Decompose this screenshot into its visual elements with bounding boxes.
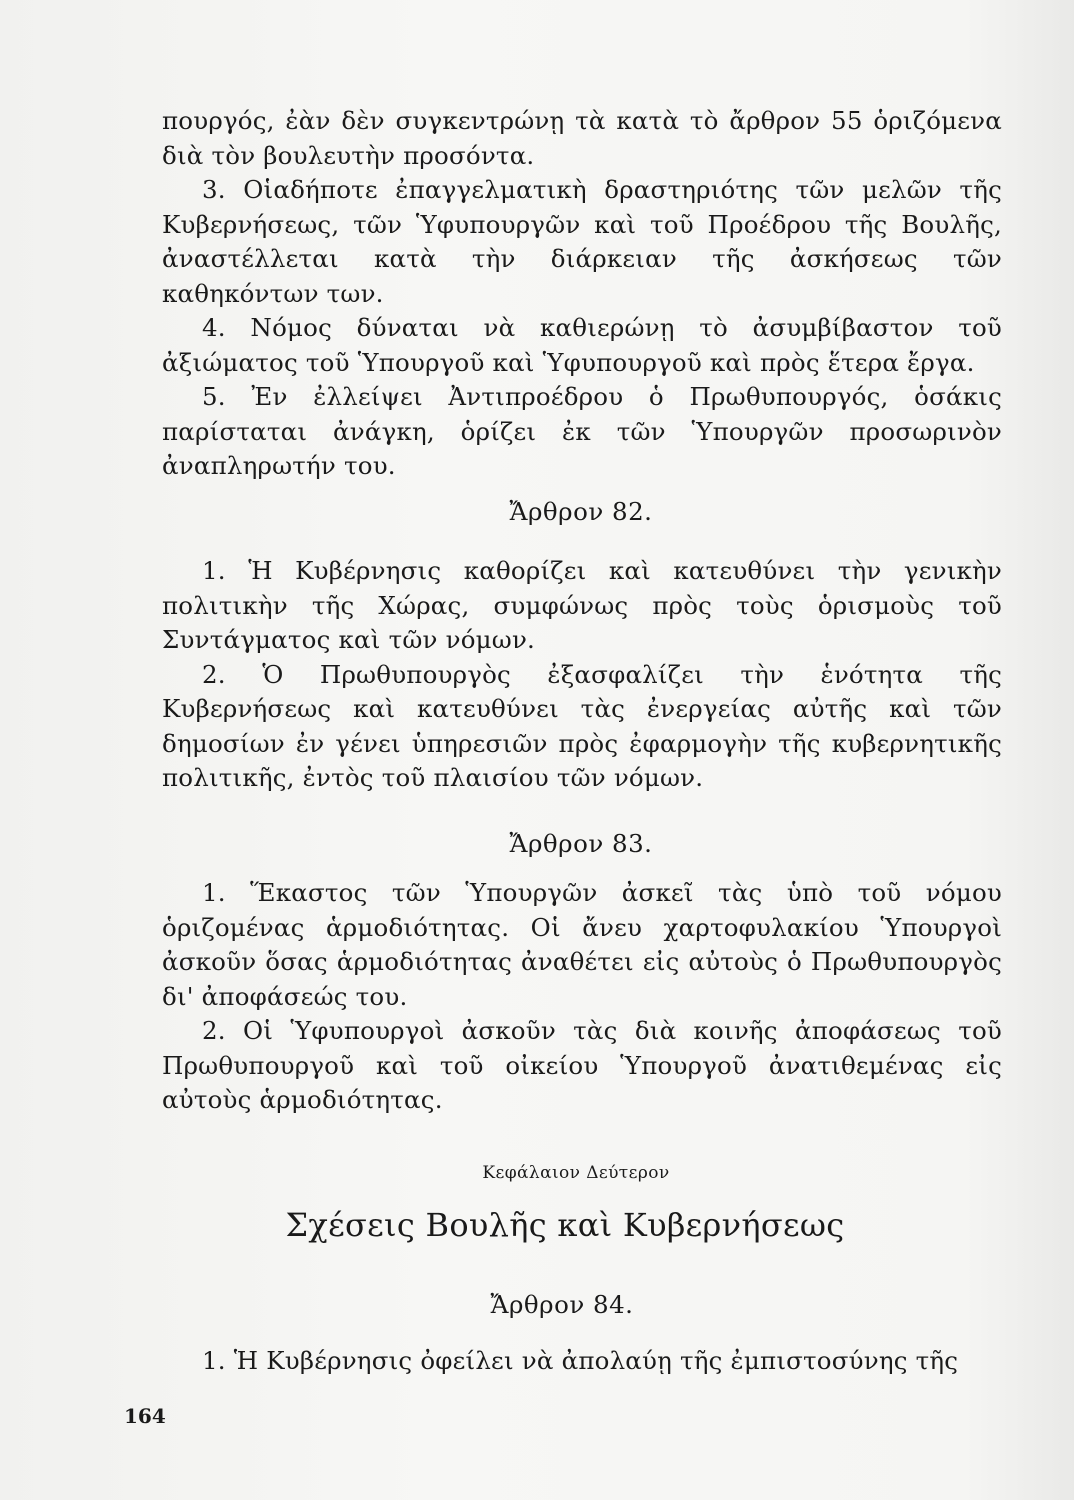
article-83-body [162, 876, 1002, 1118]
article-82-body [162, 554, 1002, 796]
article-82-paragraph-2: 2. Ὁ Πρωθυπουργὸς ἐξασφαλίζει τὴν ἑνότητα τῆς Κυβερνήσεως καὶ κατευθύνει τὰς ἐνεργείας αὐτῆς καὶ τῶν δημοσίων ἐν γένει ὑπηρεσιῶν πρὸς ἐφαρμογὴν τῆς κυβερνητικῆς πολιτικῆς, ἐντὸς τοῦ πλαισίου τῶν νόμων. [162, 659, 1002, 792]
paragraph-continuation: πουργός, ἐὰν δὲν συγκεντρώνῃ τὰ κατὰ τὸ ἄρθρον 55 ὁριζόμενα διὰ τὸν βουλευτὴν προσόντα. [162, 106, 1002, 170]
article-82-paragraph-1: 1. Ἡ Κυβέρνησις καθορίζει καὶ κατευθύνει τὴν γενικὴν πολιτικὴν τῆς Χώρας, συμφώνως πρὸς τοὺς ὁρισμοὺς τοῦ Συντάγματος καὶ τῶν νόμων. [162, 556, 1002, 654]
article-81-paragraph-4: 4. Νόμος δύναται νὰ καθιερώνῃ τὸ ἀσυμβίβαστον τοῦ ἀξιώματος τοῦ Ὑπουργοῦ καὶ Ὑφυπουργοῦ καὶ πρὸς ἕτερα ἔργα. [162, 313, 1002, 377]
article-83-paragraph-2: 2. Οἱ Ὑφυπουργοὶ ἀσκοῦν τὰς διὰ κοινῆς ἀποφάσεως τοῦ Πρωθυπουργοῦ καὶ τοῦ οἰκείου Ὑπουργοῦ ἀνατιθεμένας εἰς αὐτοὺς ἁρμοδιότητας. [162, 1016, 1002, 1114]
article-84-heading: Ἄρθρον 84. [490, 1290, 634, 1319]
article-81-paragraph-3: 3. Οἱαδήποτε ἐπαγγελματικὴ δραστηριότης τῶν μελῶν τῆς Κυβερνήσεως, τῶν Ὑφυπουργῶν καὶ τοῦ Προέδρου τῆς Βουλῆς, ἀναστέλλεται κατὰ τὴν διάρκειαν τῆς ἀσκήσεως τῶν καθηκόντων των. [162, 175, 1002, 308]
article-84-body [162, 1344, 1002, 1379]
chapter-label: Κεφάλαιον Δεύτερον [482, 1163, 670, 1183]
article-81-paragraph-5: 5. Ἐν ἐλλείψει Ἀντιπροέδρου ὁ Πρωθυπουργός, ὁσάκις παρίσταται ἀνάγκη, ὁρίζει ἐκ τῶν Ὑπουργῶν προσωρινὸν ἀναπληρωτήν του. [162, 382, 1002, 480]
page-number: 164 [124, 1404, 166, 1428]
article-83-heading: Ἄρθρον 83. [509, 829, 653, 858]
article-82-heading: Ἄρθρον 82. [509, 497, 653, 526]
article-83-paragraph-1: 1. Ἕκαστος τῶν Ὑπουργῶν ἀσκεῖ τὰς ὑπὸ τοῦ νόμου ὁριζομένας ἁρμοδιότητας. Οἱ ἄνευ χαρτοφυλακίου Ὑπουργοὶ ἀσκοῦν ὅσας ἁρμοδιότητας ἀναθέτει εἰς αὐτοὺς ὁ Πρωθυπουργὸς δι' ἀποφάσεώς του. [162, 878, 1002, 1011]
article-81-continuation [162, 104, 1002, 484]
chapter-title: Σχέσεις Βουλῆς καὶ Κυβερνήσεως [285, 1206, 845, 1244]
article-84-paragraph-1: 1. Ἡ Κυβέρνησις ὀφείλει νὰ ἀπολαύῃ τῆς ἐμπιστοσύνης τῆς [202, 1346, 959, 1375]
